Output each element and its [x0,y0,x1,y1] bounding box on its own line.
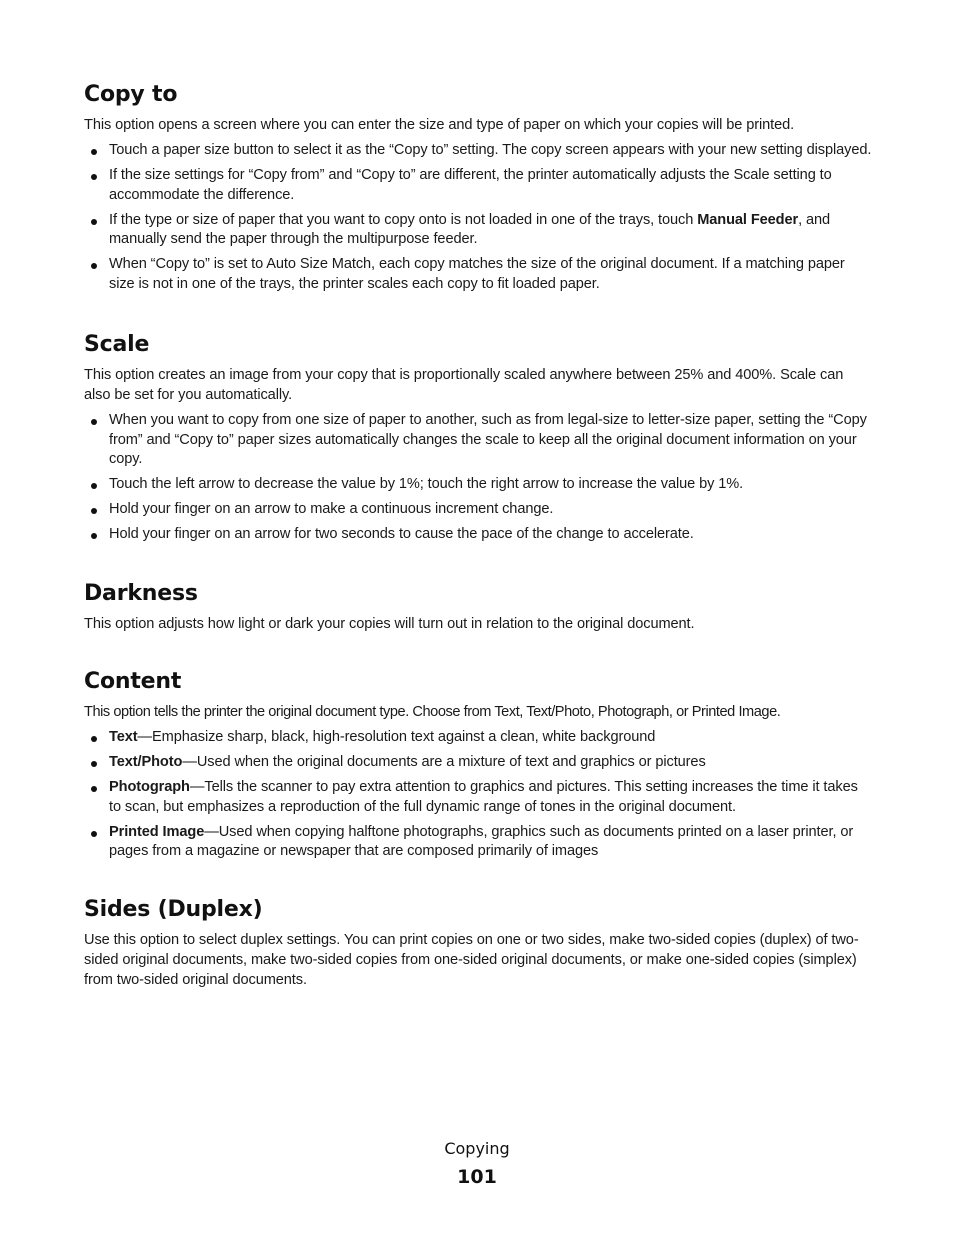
section-scale [84,330,872,545]
bullet-icon [91,786,97,792]
section-sides-duplex [84,895,872,990]
bullet-icon [91,761,97,767]
heading-darkness: Darkness [84,581,198,607]
bullet-icon [91,149,97,155]
footer-section-label: Copying [444,1139,510,1158]
content-term: Text/Photo [109,753,183,770]
heading-copy-to: Copy to [84,82,178,107]
bullet-icon [91,736,97,742]
list-item: If the type or size of paper that you want to copy onto is not loaded in one of the trays, touch Manual Feeder, and manually send the paper through the multipurpose feeder. [84,211,872,251]
heading-sides-duplex: Sides (Duplex) [84,897,263,923]
content-list [84,728,872,862]
list-item: Touch the left arrow to decrease the value by 1%; touch the right arrow to increase the value by 1%. [84,475,872,495]
bullet-icon [91,533,97,539]
bullet-icon [91,508,97,514]
bullet-icon [91,419,97,425]
copy-to-list [84,141,872,295]
heading-scale: Scale [84,332,150,358]
list-item: When “Copy to” is set to Auto Size Match, each copy matches the size of the original document. If a matching paper size is not in one of the trays, the printer scales each copy to fit loaded paper. [84,255,872,295]
bullet-icon [91,483,97,489]
section-content [84,667,872,862]
content-term: Printed Image [109,823,205,840]
scale-list [84,411,872,545]
bullet-icon [91,174,97,180]
list-item: When you want to copy from one size of paper to another, such as from legal-size to letter-size paper, setting the “Copy from” and “Copy to” paper sizes automatically changes the scale to keep all the original document information on your copy. [84,411,872,470]
scale-intro: This option creates an image from your copy that is proportionally scaled anywhere between 25% and 400%. Scale can also be set for you automatically. [84,367,844,403]
content-term: Text [109,728,138,745]
list-item: Hold your finger on an arrow for two seconds to cause the pace of the change to accelerate. [84,525,872,545]
copy-to-intro: This option opens a screen where you can enter the size and type of paper on which your copies will be printed. [84,117,795,133]
list-item: If the size settings for “Copy from” and “Copy to” are different, the printer automatically adjusts the Scale setting to accommodate the difference. [84,166,872,206]
list-item: Touch a paper size button to select it as the “Copy to” setting. The copy screen appears with your new setting displayed. [84,141,872,161]
section-copy-to [84,80,872,295]
list-item: Hold your finger on an arrow to make a continuous increment change. [84,500,872,520]
list-item: Text/Photo—Used when the original documents are a mixture of text and graphics or pictures [84,753,872,773]
list-item: Printed Image—Used when copying halftone photographs, graphics such as documents printed on a laser printer, or pages from a magazine or newspaper that are composed primarily of images [84,823,872,863]
list-item: Photograph—Tells the scanner to pay extra attention to graphics and pictures. This setting increases the time it takes to scan, but emphasizes a reproduction of the full dynamic range of tones in the original document. [84,778,872,818]
sides-intro: Use this option to select duplex settings. You can print copies on one or two sides, make two-sided copies (duplex) of two-sided original documents, make two-sided copies from one-sided original documents, or make one-sided copies (simplex) from two-sided original documents. [84,932,859,988]
bullet-icon [91,831,97,837]
bullet-icon [91,263,97,269]
heading-content: Content [84,669,182,695]
section-darkness [84,579,872,635]
darkness-intro: This option adjusts how light or dark your copies will turn out in relation to the original document. [84,616,695,633]
manual-feeder-term: Manual Feeder [697,211,799,228]
bullet-icon [91,219,97,225]
document-page [84,80,872,996]
content-term: Photograph [109,778,190,795]
footer-page-number: 101 [457,1166,497,1188]
list-item: Text—Emphasize sharp, black, high-resolution text against a clean, white background [84,728,872,748]
content-intro: This option tells the printer the original document type. Choose from Text, Text/Photo, Photograph, or Printed Image. [84,704,781,721]
